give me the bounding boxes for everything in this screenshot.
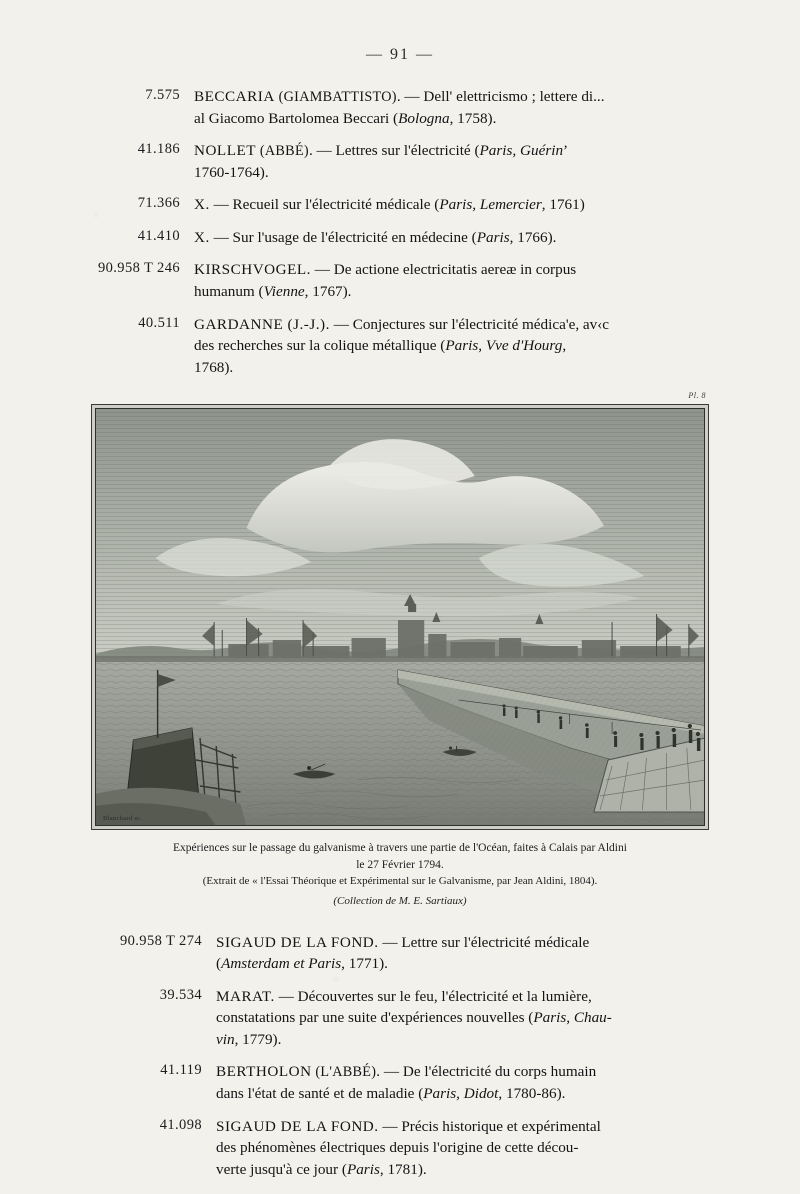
- entry-author: SIGAUD DE LA FOND.: [216, 933, 379, 951]
- page-number-value: 91: [390, 46, 410, 63]
- entry-imprint: Paris, Chau-: [533, 1009, 612, 1027]
- entry-title-line2: 1760-1764).: [194, 163, 269, 181]
- entry-title-line1: — Découvertes sur le feu, l'électricité et la lumière,: [274, 987, 592, 1005]
- plate-image: [95, 408, 705, 826]
- entry-text: [194, 86, 748, 129]
- entry-title-line2-pre: al Giacomo Bartolomea Beccari (: [194, 109, 399, 127]
- plate-figure: [0, 391, 800, 909]
- entry-author: SIGAUD DE LA FOND.: [216, 1117, 379, 1135]
- entry-title-line1-post: ’: [563, 142, 569, 160]
- entry-imprint: Paris, Lemercier: [439, 196, 542, 214]
- entry-title-line1: — De actione electricitatis aereæ in corpus: [310, 261, 577, 279]
- entry-title-line1: . — Lettres sur l'électricité (: [308, 142, 480, 160]
- entry-author: GARDANNE (J.-J.).: [194, 315, 330, 333]
- bibliography-entry: [52, 227, 748, 249]
- bibliography-entry: [52, 1116, 748, 1181]
- entry-title-line3-pre: verte jusqu'à ce jour (: [216, 1160, 347, 1178]
- plate-frame: [91, 391, 709, 830]
- entry-title-line2-post: , 1771).: [341, 955, 388, 973]
- entry-title-line3-post: , 1781).: [379, 1160, 427, 1178]
- entry-text: [194, 140, 748, 183]
- entry-title-line2-post: , 1758).: [449, 109, 497, 127]
- page-number: [0, 0, 800, 64]
- entry-text: [194, 227, 748, 249]
- entry-title-line1: . — De l'électricité du corps humain: [376, 1063, 597, 1081]
- entry-call-number: 90.958 T 274: [119, 932, 202, 949]
- entry-title-line1-post: , 1761): [541, 196, 585, 214]
- entry-text: [216, 932, 748, 975]
- entry-call-number: 39.534: [159, 986, 202, 1003]
- entry-imprint-cont: vin: [216, 1030, 235, 1048]
- plate-caption: [70, 840, 730, 909]
- entry-title-line1: — Lettre sur l'électricité médicale: [378, 933, 590, 951]
- entry-title-line1: — Recueil sur l'électricité médicale (: [209, 196, 440, 214]
- entry-call-number: 41.186: [137, 141, 180, 158]
- entry-title-line2: des phénomènes électriques depuis l'origine de cette décou-: [216, 1139, 579, 1157]
- page-number-dash-right: —: [416, 46, 434, 63]
- entry-author: NOLLET: [194, 142, 257, 160]
- bibliography-entry: [52, 86, 748, 129]
- entry-author-paren: (GIAMBATTISTO): [278, 89, 397, 105]
- entry-imprint: Paris, Vve d'Hourg: [445, 337, 563, 355]
- entry-author: KIRSCHVOGEL.: [194, 261, 311, 279]
- entry-title-line3: 1768).: [194, 358, 234, 376]
- entry-imprint: Vienne: [263, 283, 305, 301]
- entry-title-line2-pre: des recherches sur la colique métallique (: [194, 337, 446, 355]
- entry-author: X.: [194, 228, 210, 246]
- entry-call-number: 7.575: [145, 87, 180, 103]
- entry-author-paren: (ABBÉ): [259, 143, 309, 160]
- entry-call-number: 71.366: [137, 195, 180, 212]
- entry-author: BERTHOLON: [216, 1063, 312, 1081]
- bibliography-entry: [52, 986, 748, 1051]
- entry-author: BECCARIA: [194, 88, 275, 105]
- entry-author-paren: (L'ABBÉ): [315, 1064, 377, 1081]
- entry-imprint: Paris: [346, 1160, 380, 1178]
- entry-title-line1: — Précis historique et expérimental: [378, 1117, 601, 1135]
- entry-imprint: Paris: [476, 228, 510, 246]
- entry-imprint: Paris, Guérin: [479, 142, 564, 160]
- caption-line-2: le 27 Février 1794.: [356, 859, 444, 872]
- entry-title-line2-pre: constatations par une suite d'expériences nouvelles (: [216, 1009, 534, 1027]
- entry-text: [194, 314, 748, 379]
- caption-collection: (Collection de M. E. Sartiaux): [333, 894, 467, 907]
- entry-text: [216, 986, 748, 1051]
- plate-number-label: Pl. 8: [688, 391, 706, 401]
- entry-title-line2-pre: dans l'état de santé et de maladie (: [216, 1085, 424, 1103]
- entry-author: X.: [194, 196, 210, 214]
- entry-title-line2-pre: (: [216, 955, 222, 973]
- bibliography-entries-bottom: [52, 932, 748, 1181]
- bibliography-entry: [52, 259, 748, 302]
- caption-line-1: Expériences sur le passage du galvanisme à travers une partie de l'Océan, faites à Calais par Aldini: [173, 842, 627, 855]
- entry-imprint: Amsterdam et Paris: [221, 955, 342, 973]
- entry-imprint: Bologna: [398, 109, 450, 127]
- entry-title-line2-post: , 1780-86).: [498, 1085, 566, 1103]
- entry-text: [194, 259, 748, 302]
- entry-call-number: 41.410: [137, 227, 180, 244]
- entry-call-number: 41.119: [160, 1062, 202, 1079]
- entry-title-line1: — Conjectures sur l'électricité médica'e, av‹c: [329, 315, 610, 333]
- entry-title-line3-post: , 1779).: [234, 1030, 282, 1048]
- bibliography-entry: [52, 932, 748, 975]
- entry-title-line2-post: , 1767).: [304, 283, 352, 301]
- entry-title-line2-pre: humanum (: [194, 283, 264, 301]
- bibliography-entry: [52, 194, 748, 216]
- entry-call-number: 90.958 T 246: [97, 260, 180, 277]
- engraving-illustration: [95, 408, 705, 826]
- caption-line-3: (Extrait de « l'Essai Théorique et Expérimental sur le Galvanisme, par Jean Aldini, 1804).: [202, 874, 598, 887]
- entry-title-line2-post: ,: [562, 337, 567, 355]
- entry-title-line1: — Sur l'usage de l'électricité en médecine (: [209, 228, 477, 246]
- entry-text: [216, 1061, 748, 1104]
- entry-text: [194, 194, 748, 216]
- entry-text: [216, 1116, 748, 1181]
- entry-author: MARAT.: [216, 987, 275, 1005]
- entry-call-number: 41.098: [159, 1116, 202, 1133]
- engraver-signature: Blanchard sc.: [103, 815, 143, 823]
- bibliography-entry: [52, 140, 748, 183]
- bibliography-entries-top: [52, 86, 748, 378]
- entry-title-line1-post: , 1766).: [509, 228, 557, 246]
- entry-call-number: 40.511: [138, 314, 180, 331]
- bibliography-entry: [52, 1061, 748, 1104]
- entry-imprint: Paris, Didot: [423, 1085, 499, 1103]
- entry-title-line1: . — Dell' elettricismo ; lettere di...: [396, 88, 605, 105]
- bibliography-entry: [52, 314, 748, 379]
- page-number-dash-left: —: [366, 46, 384, 63]
